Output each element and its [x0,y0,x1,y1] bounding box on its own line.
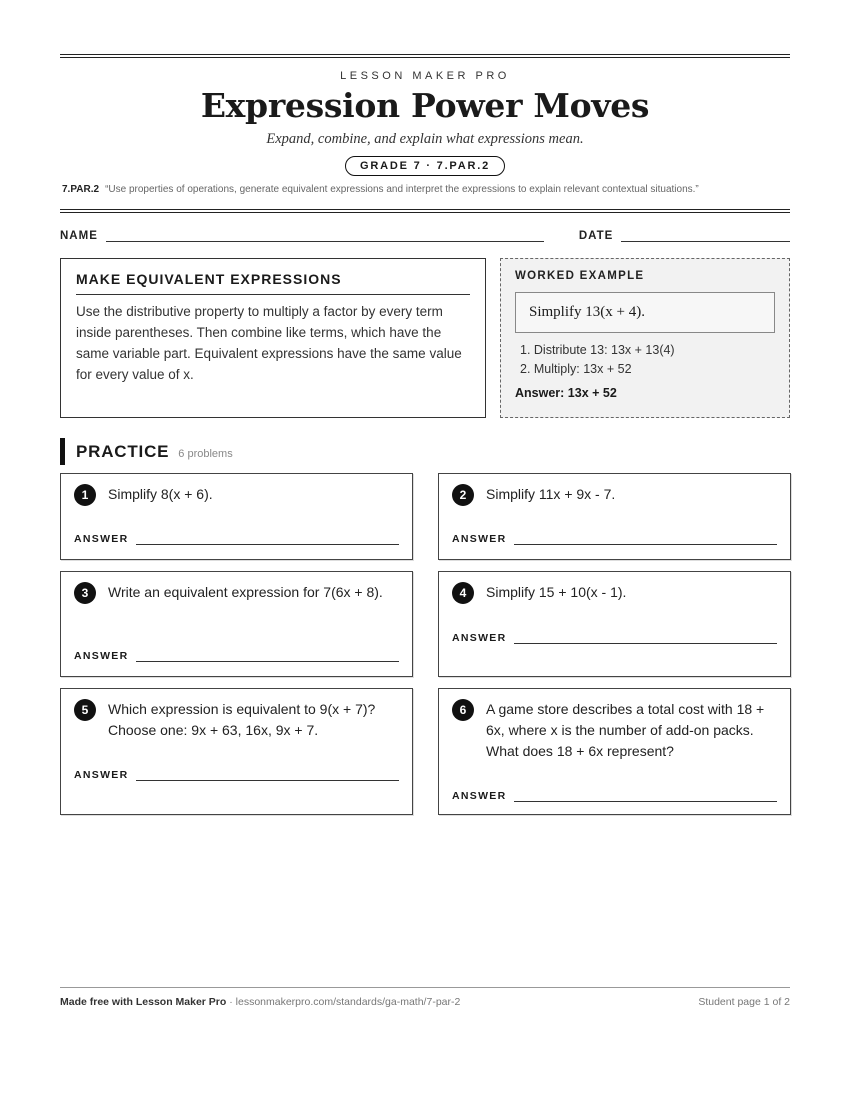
worked-example-steps [515,341,775,379]
problem-card-3 [60,571,413,677]
answer-label: ANSWER [74,650,129,662]
answer-field[interactable] [514,791,777,802]
problem-number-badge: 2 [452,484,474,506]
problem-number-badge: 1 [74,484,96,506]
footer-made-with: Made free with Lesson Maker Pro [60,996,227,1008]
problem-card-1 [60,473,413,560]
header-bottom-rule [60,209,790,213]
name-date-row [60,229,790,242]
problem-card-5 [60,688,413,815]
worked-example-step: 1. Distribute 13: 13x + 13(4) [520,343,675,357]
problem-number-badge: 5 [74,699,96,721]
concept-body: Use the distributive property to multiply a factor by every term inside parentheses. Then combine like terms, which have the same variable part. Equivalent expressions have the same value for every value of x. [76,304,462,382]
answer-field[interactable] [136,534,399,545]
answer-field[interactable] [136,651,399,662]
problem-text: Simplify 15 + 10(x - 1). [486,584,627,600]
page-title: Expression Power Moves [200,86,650,125]
worked-example-title: WORKED EXAMPLE [515,270,645,282]
worked-example-answer: Answer: 13x + 52 [515,386,617,400]
problem-text: Write an equivalent expression for 7(6x + 8). [108,584,383,600]
answer-label: ANSWER [74,533,129,545]
answer-field[interactable] [514,534,777,545]
standard-code: 7.PAR.2 [62,184,100,195]
grade-badge: GRADE 7 · 7.PAR.2 [345,156,505,176]
answer-field[interactable] [514,633,777,644]
practice-grid [60,473,790,823]
answer-label: ANSWER [452,533,507,545]
problem-number-badge: 6 [452,699,474,721]
answer-label: ANSWER [452,632,507,644]
problem-text: Which expression is equivalent to 9(x + 7)? Choose one: 9x + 63, 16x, 9x + 7. [108,701,376,738]
page-subtitle: Expand, combine, and explain what expressions mean. [266,131,584,147]
concept-title: MAKE EQUIVALENT EXPRESSIONS [76,271,470,295]
problem-number-badge: 3 [74,582,96,604]
brand-label: LESSON MAKER PRO [340,70,510,82]
header-top-rule [60,54,790,58]
date-label: DATE [578,230,614,242]
page-footer [60,987,790,1008]
standard-text: “Use properties of operations, generate equivalent expressions and interpret the expressions to explain relevant contextual situations.” [105,184,699,195]
answer-label: ANSWER [74,769,129,781]
practice-header [60,438,790,465]
worked-example-step: 2. Multiply: 13x + 52 [520,362,632,376]
problem-text: Simplify 11x + 9x - 7. [486,486,616,502]
date-field[interactable] [621,229,790,242]
worksheet-page [60,54,790,823]
answer-label: ANSWER [452,790,507,802]
name-label: NAME [60,230,98,242]
problem-text: Simplify 8(x + 6). [108,486,213,502]
problem-card-4 [438,571,791,677]
practice-count: 6 problems [178,448,233,460]
practice-title: PRACTICE [76,442,170,461]
problem-card-2 [438,473,791,560]
worked-example-box [500,258,790,418]
problem-number-badge: 4 [452,582,474,604]
name-field[interactable] [106,229,544,242]
problem-card-6 [438,688,791,815]
answer-field[interactable] [136,770,399,781]
footer-page-number: Student page 1 of 2 [698,996,790,1008]
standard-line [62,184,790,195]
worked-example-problem: Simplify 13(x + 4). [515,292,775,333]
footer-url: · lessonmakerpro.com/standards/ga-math/7-par-2 [226,996,461,1008]
concept-box [60,258,486,418]
problem-text: A game store describes a total cost with 18 + 6x, where x is the number of add-on packs. What does 18 + 6x represent? [486,701,765,759]
